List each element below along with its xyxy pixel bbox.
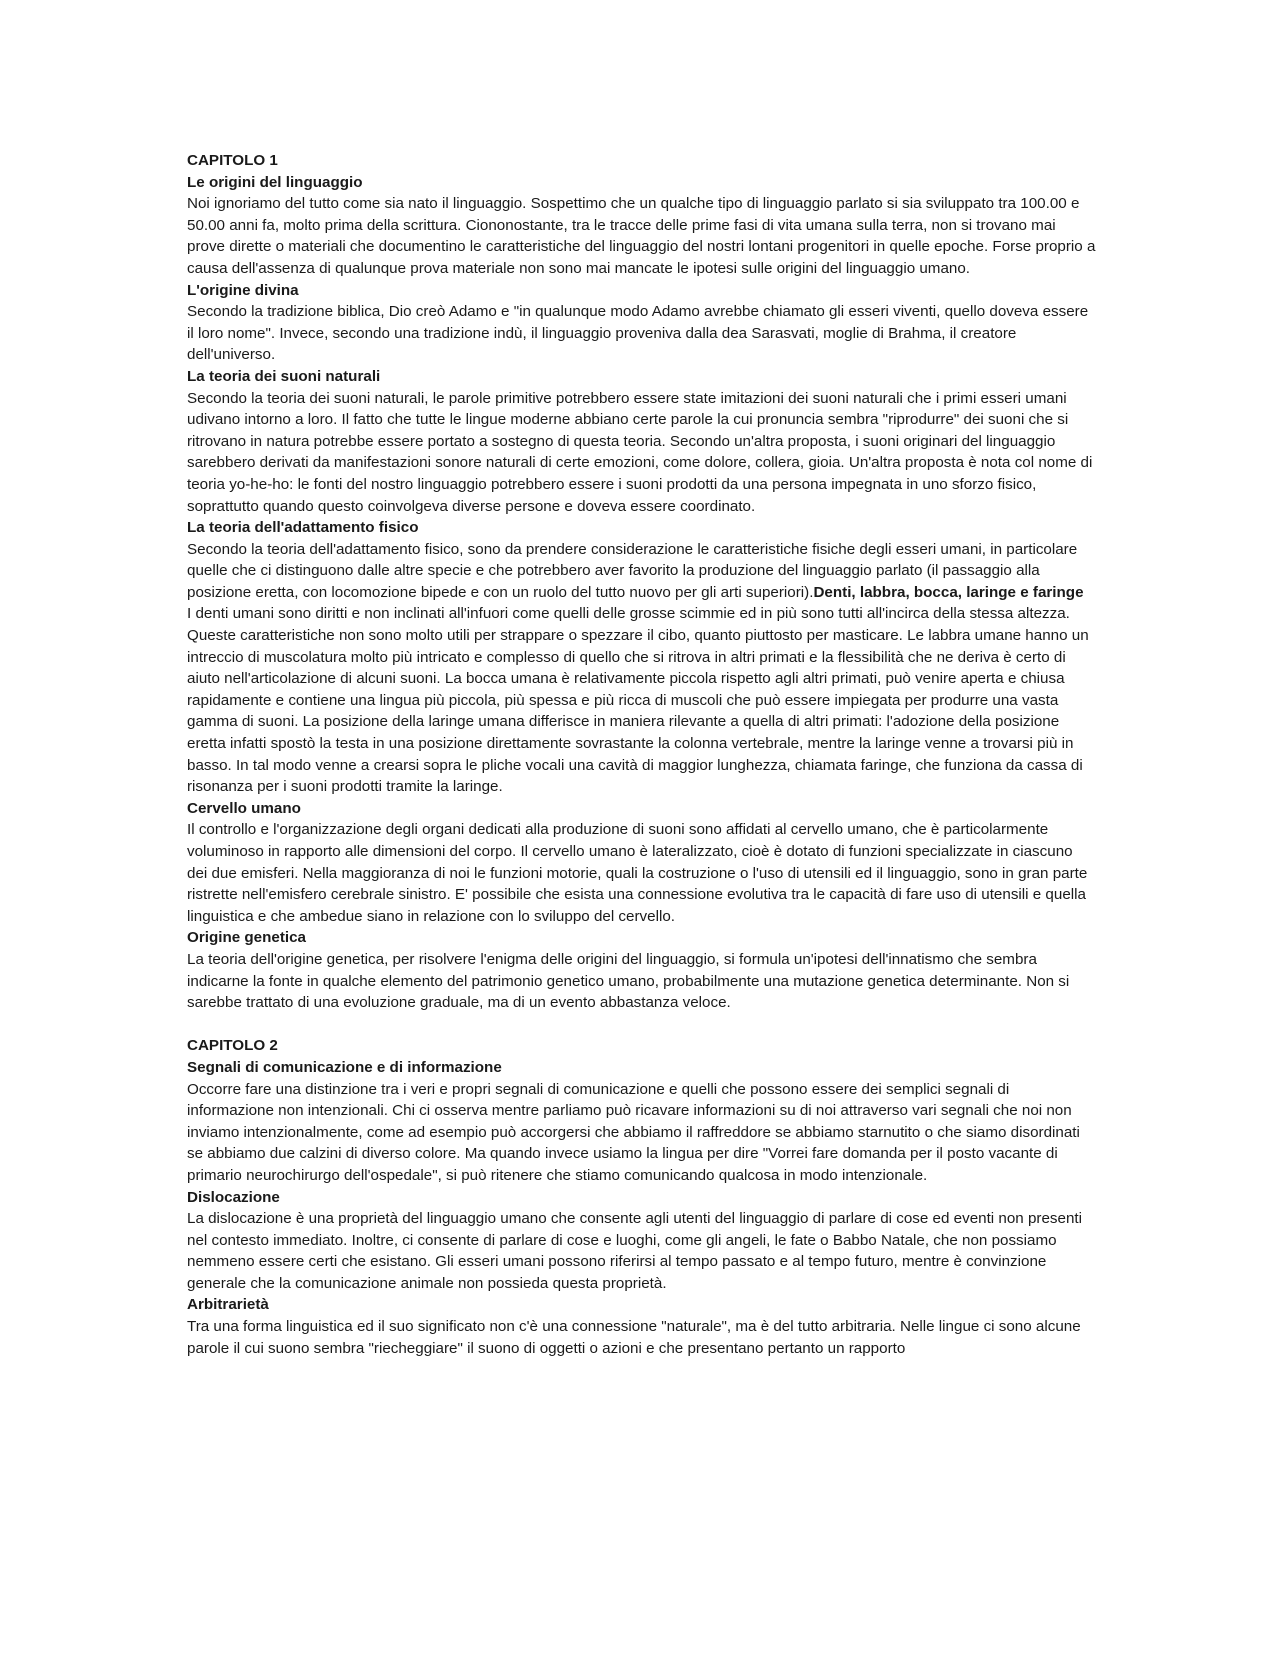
document-page bbox=[187, 150, 1097, 1359]
paragraph-denti-labbra: I denti umani sono diritti e non inclinati all'infuori come quelli delle grosse scimmie ed in più sono tutti all'incirca della stessa altezza. Queste caratteristiche non sono molto utili per strappare o spezzare il cibo, quanto piuttosto per masticare. Le labbra umane hanno un intreccio di muscolatura molto più intricato e complesso di quello che si ritrova in altri primati e la flessibilità che ne deriva è certo di aiuto nell'articolazione di alcuni suoni. La bocca umana è relativamente piccola rispetto agli altri primati, può venire aperta e chiusa rapidamente e contiene una lingua più piccola, più spessa e più ricca di muscoli che può essere impiegata per produrre una vasta gamma di suoni. La posizione della laringe umana differisce in maniera rilevante a quella di altri primati: l'adozione della posizione eretta infatti spostò la testa in una posizione direttamente sovrastante la colonna vertebrale, mentre la laringe venne a trovarsi più in basso. In tal modo venne a crearsi sopra le pliche vocali una cavità di maggior lunghezza, chiamata faringe, che funziona da cassa di risonanza per i suoni prodotti tramite la laringe. bbox=[187, 605, 1089, 796]
section-heading-cervello: Cervello umano bbox=[187, 799, 301, 817]
paragraph-dislocazione: La dislocazione è una proprietà del linguaggio umano che consente agli utenti del linguaggio di parlare di cose ed eventi non presenti nel contesto immediato. Inoltre, ci consente di parlare di cose e luoghi, come gli angeli, le fate o Babbo Natale, che non possiamo nemmeno essere certi che esistano. Gli esseri umani possono riferirsi al tempo passato e al tempo futuro, mentre è convinzione generale che la comunicazione animale non possieda questa proprietà. bbox=[187, 1210, 1082, 1292]
section-heading-segnali: Segnali di comunicazione e di informazione bbox=[187, 1058, 502, 1076]
paragraph-arbitrarieta: Tra una forma linguistica ed il suo significato non c'è una connessione "naturale", ma è del tutto arbitraria. Nelle lingue ci sono alcune parole il cui suono sembra "riecheggiare" il suono di oggetti o azioni e che presentano pertanto un rapporto bbox=[187, 1318, 1081, 1357]
section-heading-arbitrarieta: Arbitrarietà bbox=[187, 1296, 269, 1314]
section-heading-dislocazione: Dislocazione bbox=[187, 1188, 280, 1206]
paragraph-adattamento-fisico bbox=[187, 539, 1097, 604]
chapter-2-title: CAPITOLO 2 bbox=[187, 1037, 278, 1055]
paragraph-origine-genetica: La teoria dell'origine genetica, per risolvere l'enigma delle origini del linguaggio, si formula un'ipotesi dell'innatismo che sembra indicarne la fonte in qualche elemento del patrimonio genetico umano, probabilmente una mutazione genetica determinante. Non si sarebbe trattato di una evoluzione graduale, ma di un evento abbastanza veloce. bbox=[187, 950, 1070, 1012]
section-heading-origine-genetica: Origine genetica bbox=[187, 929, 307, 947]
section-heading-origine-divina: L'origine divina bbox=[187, 281, 299, 299]
chapter-1-title: CAPITOLO 1 bbox=[187, 152, 278, 169]
paragraph-cervello: Il controllo e l'organizzazione degli organi dedicati alla produzione di suoni sono affidati al cervello umano, che è particolarmente voluminoso in rapporto alle dimensioni del corpo. Il cervello umano è lateralizzato, cioè è dotato di funzioni specializzate in ciascuno dei due emisferi. Nella maggioranza di noi le funzioni motorie, quali la costruzione o l'uso di utensili ed il linguaggio, sono in gran parte ristrette nell'emisfero cerebrale sinistro. E' possibile che esista una connessione evolutiva tra le capacità di fare uso di utensili e quella linguistica e che ambedue siano in relazione con lo sviluppo del cervello. bbox=[187, 821, 1088, 925]
paragraph-origine-divina: Secondo la tradizione biblica, Dio creò Adamo e "in qualunque modo Adamo avrebbe chiamato gli esseri viventi, quello doveva essere il loro nome". Invece, secondo una tradizione indù, il linguaggio proveniva dalla dea Sarasvati, moglie di Brahma, il creatore dell'universo. bbox=[187, 303, 1089, 364]
chapter-spacer bbox=[187, 1014, 1097, 1036]
paragraph-segnali: Occorre fare una distinzione tra i veri e propri segnali di comunicazione e quelli che possono essere dei semplici segnali di informazione non intenzionali. Chi ci osserva mentre parliamo può ricavare informazioni su di noi attraverso vari segnali che noi non inviamo intenzionalmente, come ad esempio può accorgersi che abbiamo il raffreddore se abbiamo starnutito o che siamo disordinati se abbiamo due calzini di diverso colore. Ma quando invece usiamo la lingua per dire "Vorrei fare domanda per il posto vacante di primario neurochirurgo dell'ospedale", si può ritenere che stiamo comunicando qualcosa in modo intenzionale. bbox=[187, 1080, 1080, 1184]
section-heading-suoni-naturali: La teoria dei suoni naturali bbox=[187, 367, 381, 385]
paragraph-suoni-naturali: Secondo la teoria dei suoni naturali, le parole primitive potrebbero essere state imitazioni dei suoni naturali che i primi esseri umani udivano intorno a loro. Il fatto che tutte le lingue moderne abbiano certe parole la cui pronuncia sembra "riprodurre" dei suoni che si ritrovano in natura potrebbe essere portato a sostegno di questa teoria. Secondo un'altra proposta, i suoni originari del linguaggio sarebbero derivati da manifestazioni sonore naturali di certe emozioni, come dolore, collera, gioia. Un'altra proposta è nota col nome di teoria yo-he-ho: le fonti del nostro linguaggio potrebbero essere i suoni prodotti da una persona impegnata in uno sforzo fisico, soprattutto quando questo coinvolgeva diverse persone e doveva essere coordinato. bbox=[187, 389, 1093, 515]
section-heading-adattamento-fisico: La teoria dell'adattamento fisico bbox=[187, 519, 419, 537]
paragraph-adattamento-fisico-text: Secondo la teoria dell'adattamento fisico, sono da prendere considerazione le caratteristiche fisiche degli esseri umani, in particolare quelle che ci distinguono dalle altre specie e che potrebbero aver favorito la produzione del linguaggio parlato (il passaggio alla posizione eretta, con locomozione bipede e con un ruolo del tutto nuovo per gli arti superiori). bbox=[187, 540, 1078, 601]
section-heading-denti-labbra: Denti, labbra, bocca, laringe e faringe bbox=[813, 583, 1084, 601]
paragraph-origini: Noi ignoriamo del tutto come sia nato il linguaggio. Sospettimo che un qualche tipo di linguaggio parlato si sia sviluppato tra 100.00 e 50.00 anni fa, molto prima della scrittura. Ciononostante, tra le tracce delle prime fasi di vita umana sulla terra, non si trovano mai prove dirette o materiali che documentino le caratteristiche del linguaggio del nostri lontani progenitori in quelle epoche. Forse proprio a causa dell'assenza di qualunque prova materiale non sono mai mancate le ipotesi sulle origini del linguaggio umano. bbox=[187, 195, 1096, 277]
section-heading-origini: Le origini del linguaggio bbox=[187, 173, 363, 191]
